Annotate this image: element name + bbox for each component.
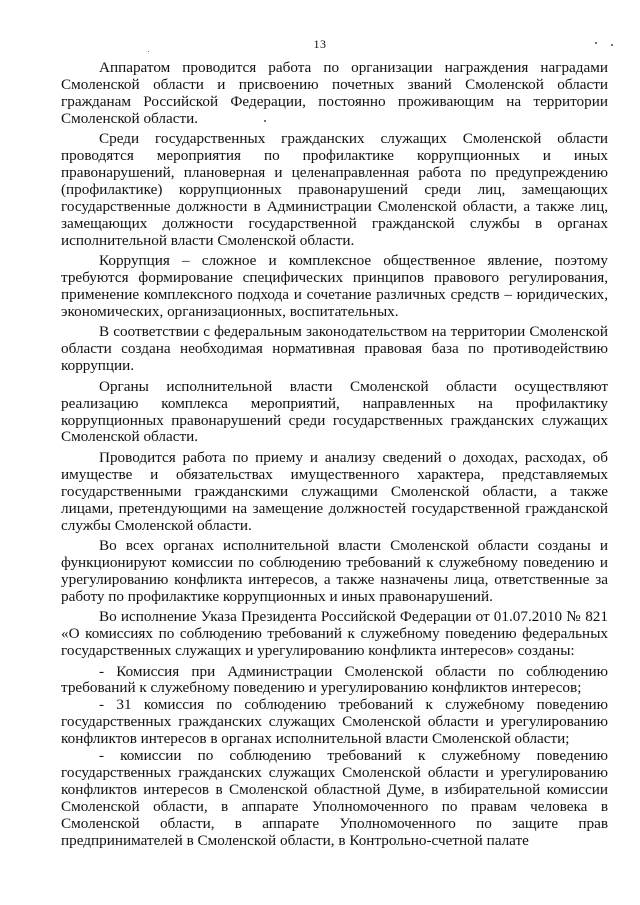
- scan-speck: [611, 44, 613, 46]
- paragraph-executive-bodies: Органы исполнительной власти Смоленской области осуществляют реализацию комплекса мероприятий, направленных на профилактику коррупционных правонарушений среди государственных гражданских служащих Смоленской области.: [61, 377, 608, 446]
- scan-speck: [148, 51, 149, 52]
- list-item: - 31 комиссия по соблюдению требований к служебному поведению государственных гражданских служащих Смоленской области и урегулированию конфликтов интересов в органах исполнительной власти Смоленской области;: [61, 696, 608, 748]
- page-number: 13: [313, 37, 327, 51]
- paragraph-commissions: Во всех органах исполнительной власти Смоленской области созданы и функционируют комиссии по соблюдению требований к служебному поведению и урегулированию конфликта интересов, а также назначены лица, ответственные за работу по профилактике коррупционных и иных правонарушений.: [61, 537, 608, 605]
- list-item: - Комиссия при Администрации Смоленской области по соблюдению требований к служебному поведению и урегулированию конфликтов интересов;: [61, 662, 608, 697]
- document-body: [61, 60, 608, 850]
- paragraph-awards: Аппаратом проводится работа по организации награждения наградами Смоленской области и присвоению почетных званий Смоленской области гражданам Российской Федерации, постоянно проживающим на территории Смоленской области.: [61, 59, 608, 127]
- paragraph-presidential-decree: Во исполнение Указа Президента Российской Федерации от 01.07.2010 № 821 «О комиссиях по соблюдению требований к служебному поведению федеральных государственных служащих и урегулированию конфликта интересов» созданы:: [61, 608, 608, 660]
- paragraph-prevention-measures: Среди государственных гражданских служащих Смоленской области проводятся мероприятия по профилактике коррупционных и иных правонарушений, плановерная и целенаправленная работа по предупреждению (профилактике) коррупционных правонарушений среди лиц, замещающих государственные должности в Администрации Смоленской области, а также лиц, замещающих должности государственной гражданской службы в органах исполнительной власти Смоленской области.: [61, 130, 608, 249]
- paragraph-legal-base: В соответствии с федеральным законодательством на территории Смоленской области создана необходимая нормативная правовая база по противодействию коррупции.: [61, 323, 608, 375]
- list-item: - комиссии по соблюдению требований к служебному поведению государственных гражданских служащих Смоленской области и урегулированию конфликтов интересов в Смоленской областной Думе, в избирательной комиссии Смоленской области, в аппарате Уполномоченного по правам человека в Смоленской области, в аппарате Уполномоченного по защите прав предпринимателей в Смоленской области, в Контрольно-счетной палате: [61, 747, 608, 849]
- paragraph-income-declarations: Проводится работа по приему и анализу сведений о доходах, расходах, об имуществе и обязательствах имущественного характера, представляемых государственными гражданскими служащими Смоленской области, а также лицами, претендующими на замещение должностей государственной гражданской службы Смоленской области.: [61, 448, 608, 534]
- scan-speck: [595, 42, 597, 44]
- paragraph-corruption-definition: Коррупция – сложное и комплексное общественное явление, поэтому требуются формирование специфических принципов правового регулирования, применение комплексного подхода и сочетание различных средств – юридических, экономических, организационных, воспитательных.: [61, 252, 608, 320]
